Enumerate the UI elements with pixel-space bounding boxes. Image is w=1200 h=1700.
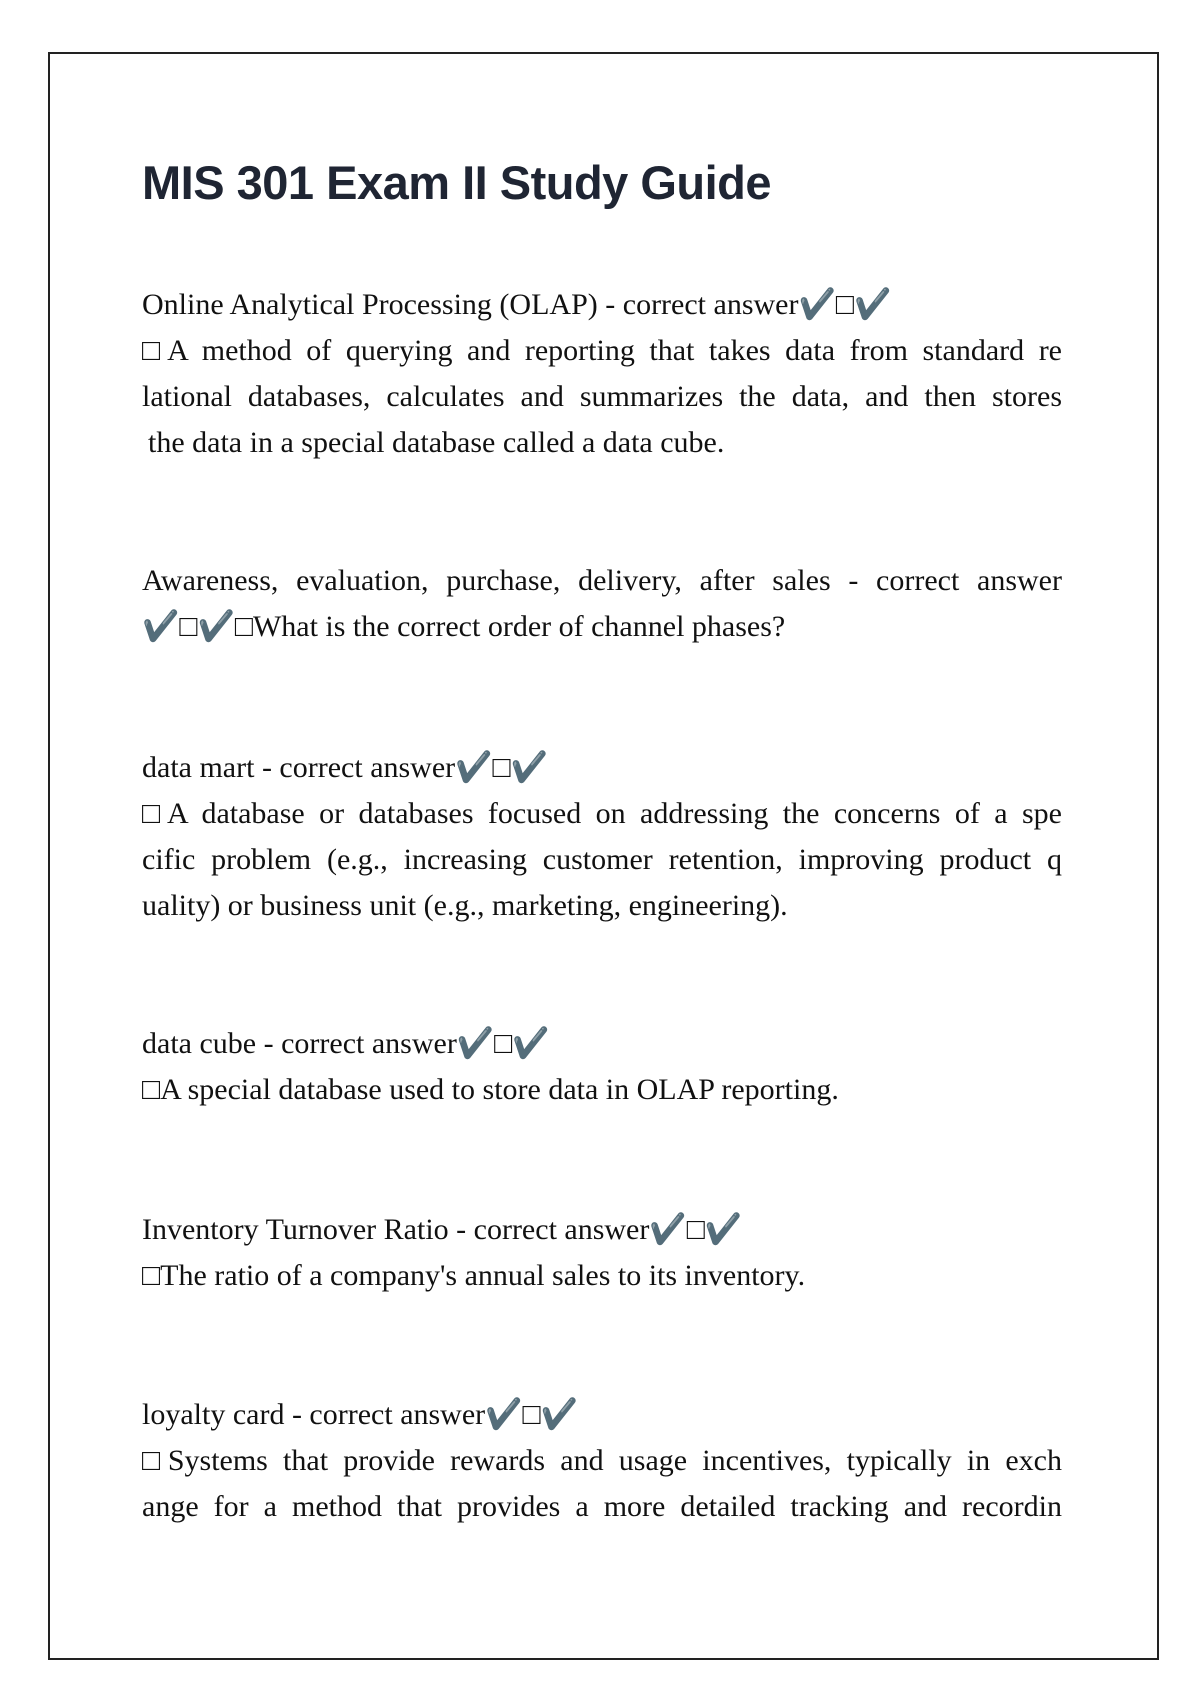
entry-term-line: data cube - correct answer✔️□✔️ (142, 1027, 550, 1060)
page-title: MIS 301 Exam II Study Guide (142, 156, 772, 209)
entry-definition-line: □Systems that provide rewards and usage incentives, typically in exch (142, 1444, 1062, 1477)
entry-definition-line: ange for a method that provides a more detailed tracking and recordin (142, 1490, 1062, 1523)
entry-term-line: Awareness, evaluation, purchase, delivery, after sales - correct answer (142, 564, 1062, 597)
entry-term-line: Online Analytical Processing (OLAP) - correct answer✔️□✔️ (142, 288, 892, 321)
study-entry-inventory-turnover (142, 1207, 1062, 1299)
entry-definition-line: cific problem (e.g., increasing customer retention, improving product q (142, 843, 1062, 876)
entry-definition-line: □A special database used to store data in OLAP reporting. (142, 1073, 839, 1106)
study-entry-data-mart (142, 745, 1062, 929)
entry-definition-line: □A database or databases focused on addressing the concerns of a spe (142, 797, 1062, 830)
entry-term-line: Inventory Turnover Ratio - correct answer✔️□✔️ (142, 1213, 743, 1246)
entry-definition-line: lational databases, calculates and summarizes the data, and then stores (142, 380, 1062, 413)
entry-definition-line: the data in a special database called a data cube. (148, 426, 725, 459)
entry-definition-line: □The ratio of a company's annual sales to its inventory. (142, 1259, 806, 1292)
entry-term-line: data mart - correct answer✔️□✔️ (142, 751, 548, 784)
study-entry-olap (142, 282, 1062, 466)
study-entry-data-cube (142, 1021, 1062, 1113)
study-entry-loyalty-card (142, 1392, 1062, 1530)
entry-definition-line: ✔️□✔️□What is the correct order of channel phases? (142, 610, 786, 643)
entry-definition-line: □A method of querying and reporting that takes data from standard re (142, 334, 1062, 367)
entry-definition-line: uality) or business unit (e.g., marketing, engineering). (142, 889, 788, 922)
study-entry-channel-phases (142, 558, 1062, 650)
entry-term-line: loyalty card - correct answer✔️□✔️ (142, 1398, 578, 1431)
